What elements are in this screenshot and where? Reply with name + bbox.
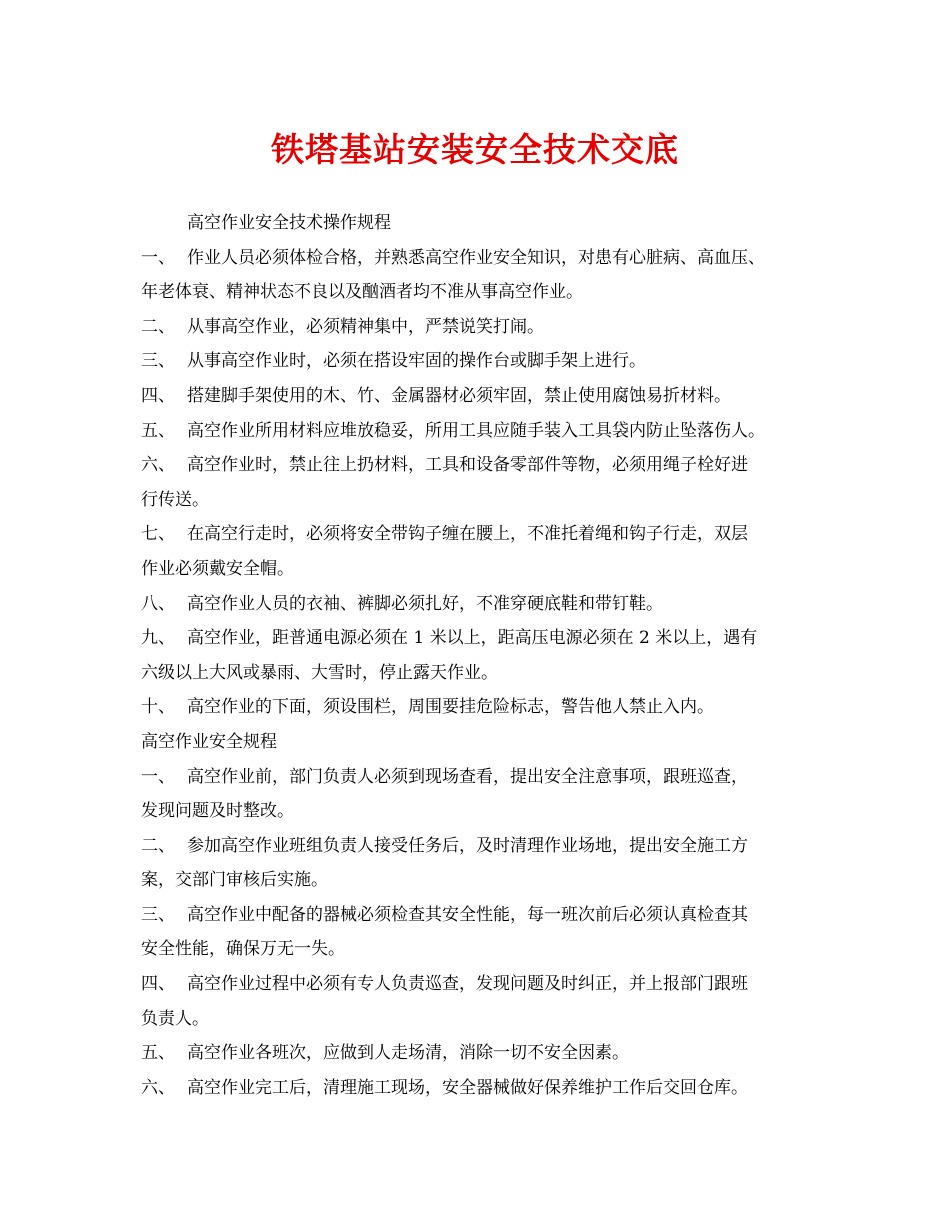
list-item-text: 高空作业的下面，须设围栏，周围要挂危险标志，警告他人禁止入内。 — [187, 697, 714, 718]
list-item — [141, 517, 831, 552]
list-item-text: 参加高空作业班组负责人接受任务后，及时清理作业场地，提出安全施工方 — [187, 835, 748, 856]
list-item-number: 四、 — [141, 974, 175, 995]
list-item-text: 从事高空作业时，必须在搭设牢固的操作台或脚手架上进行。 — [187, 351, 646, 372]
list-item-number: 八、 — [141, 593, 175, 614]
list-item-continuation: 案，交部门审核后实施。 — [141, 870, 328, 891]
list-item-number: 七、 — [141, 524, 175, 545]
list-item-continuation: 负责人。 — [141, 1008, 209, 1029]
list-item — [141, 448, 831, 483]
list-item — [141, 310, 831, 345]
list-item-text: 高空作业时，禁止往上扔材料，工具和设备零部件等物，必须用绳子栓好进 — [187, 455, 748, 476]
list-item — [141, 829, 831, 864]
document-title: 铁塔基站安装安全技术交底 — [271, 130, 679, 169]
list-item — [141, 1071, 831, 1106]
list-item-number: 六、 — [141, 455, 175, 476]
list-item-number: 二、 — [141, 835, 175, 856]
list-item — [141, 760, 831, 795]
list-item-number: 九、 — [141, 628, 175, 649]
list-item — [141, 621, 831, 656]
list-item — [141, 587, 831, 622]
list-item-continuation: 年老体衰、精神状态不良以及酗酒者均不准从事高空作业。 — [141, 282, 583, 303]
section-heading: 高空作业安全规程 — [141, 731, 277, 752]
list-item-text: 高空作业中配备的器械必须检查其安全性能，每一班次前后必须认真检查其 — [187, 904, 748, 925]
list-item-number: 六、 — [141, 1077, 175, 1098]
list-item — [141, 344, 831, 379]
list-item-text: 高空作业所用材料应堆放稳妥，所用工具应随手装入工具袋内防止坠落伤人。 — [187, 420, 765, 441]
list-item-number: 五、 — [141, 420, 175, 441]
list-item — [141, 379, 831, 414]
section-heading: 高空作业安全技术操作规程 — [187, 213, 391, 233]
list-item — [141, 690, 831, 725]
list-item-continuation: 行传送。 — [141, 489, 209, 510]
list-item-number: 三、 — [141, 904, 175, 925]
list-item-number: 一、 — [141, 766, 175, 787]
section-2-list — [141, 760, 831, 1106]
list-item — [141, 898, 831, 933]
list-item-continuation: 发现问题及时整改。 — [141, 801, 294, 822]
list-item-text: 高空作业完工后，清理施工现场，安全器械做好保养维护工作后交回仓库。 — [187, 1077, 748, 1098]
list-item — [141, 414, 831, 449]
list-item-number: 三、 — [141, 351, 175, 372]
list-item-text: 高空作业，距普通电源必须在 1 米以上，距高压电源必须在 2 米以上，遇有 — [187, 628, 758, 649]
list-item-number: 四、 — [141, 385, 175, 406]
list-item-number: 一、 — [141, 247, 175, 268]
list-item-continuation: 安全性能，确保万无一失。 — [141, 939, 345, 960]
list-item-text: 从事高空作业，必须精神集中，严禁说笑打闹。 — [187, 316, 544, 337]
list-item — [141, 967, 831, 1002]
list-item-text: 高空作业各班次，应做到人走场清，消除一切不安全因素。 — [187, 1043, 629, 1064]
list-item-text: 高空作业人员的衣袖、裤脚必须扎好，不准穿硬底鞋和带钉鞋。 — [187, 593, 663, 614]
list-item-text: 作业人员必须体检合格，并熟悉高空作业安全知识，对患有心脏病、高血压、 — [187, 247, 765, 268]
list-item-text: 高空作业过程中必须有专人负责巡查，发现问题及时纠正，并上报部门跟班 — [187, 974, 748, 995]
section-1-list — [141, 241, 831, 725]
list-item-continuation: 作业必须戴安全帽。 — [141, 558, 294, 579]
list-item — [141, 1036, 831, 1071]
list-item-number: 二、 — [141, 316, 175, 337]
list-item-number: 五、 — [141, 1043, 175, 1064]
list-item-text: 在高空行走时，必须将安全带钩子缠在腰上，不准托着绳和钩子行走，双层 — [187, 524, 748, 545]
list-item-text: 高空作业前，部门负责人必须到现场查看，提出安全注意事项，跟班巡查， — [187, 766, 748, 787]
list-item-continuation: 六级以上大风或暴雨、大雪时，停止露天作业。 — [141, 662, 498, 683]
list-item-text: 搭建脚手架使用的木、竹、金属器材必须牢固，禁止使用腐蚀易折材料。 — [187, 385, 731, 406]
list-item-number: 十、 — [141, 697, 175, 718]
list-item — [141, 241, 831, 276]
document-body — [141, 206, 831, 1105]
